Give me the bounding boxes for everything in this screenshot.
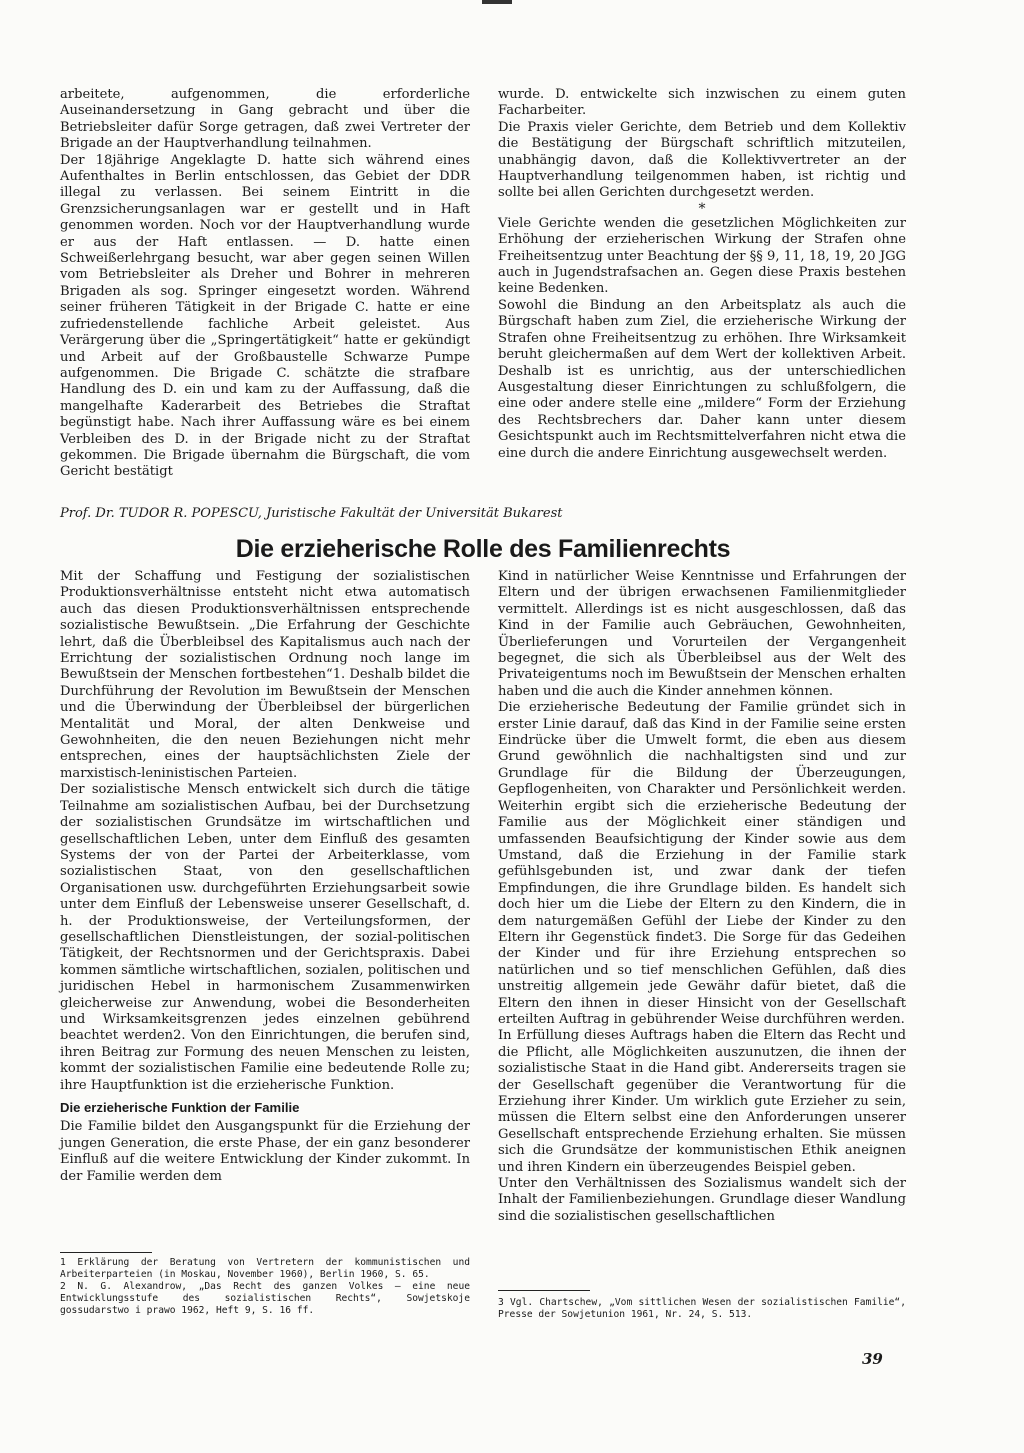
footnote: 2 N. G. Alexandrow, „Das Recht des ganzen Volkes — eine neue Entwicklungsstufe des sozialistischen Rechts“, Sowjetskoje gossudarstwo i prawo 1962, Heft 9, S. 16 ff. bbox=[60, 1281, 470, 1316]
article-title: Die erzieherische Rolle des Familienrechts bbox=[235, 535, 731, 563]
paragraph: In Erfüllung dieses Auftrags haben die Eltern das Recht und die Pflicht, alle Möglichkeiten auszunutzen, die ihnen der sozialistische Staat in die Hand gibt. Andererseits tragen sie der Gesellschaft gegenüber die Verantwortung für die Erziehung ihrer Kinder. Um wirklich gute Erzieher zu sein, müssen die Eltern selbst eine den Anforderungen unserer Gesellschaft entsprechende Erziehung erhalten. Sie müssen sich die Grundsätze der kommunistischen Ethik aneignen und ihren Kindern ein überzeugendes Beispiel geben. bbox=[498, 1028, 906, 1175]
footnote: 3 Vgl. Chartschew, „Vom sittlichen Wesen der sozialistischen Familie“, Presse der Sowjetunion 1961, Nr. 24, S. 513. bbox=[498, 1297, 906, 1320]
section-separator-asterisk: * bbox=[698, 200, 706, 217]
footnote: 1 Erklärung der Beratung von Vertretern der kommunistischen und Arbeiterparteien (in Moskau, November 1960), Berlin 1960, S. 65. bbox=[60, 1257, 470, 1280]
paragraph: Unter den Verhältnissen des Sozialismus wandelt sich der Inhalt der Familienbeziehungen. Grundlage dieser Wandlung sind die sozialistischen gesellschaftlichen bbox=[498, 1176, 906, 1224]
section-subheading: Die erzieherische Funktion der Familie bbox=[60, 1100, 300, 1115]
footnote-rule-right bbox=[498, 1290, 590, 1291]
footnote-rule-left bbox=[60, 1252, 152, 1253]
paragraph: Die Praxis vieler Gerichte, dem Betrieb und dem Kollektiv die Bestätigung der Bürgschaft schriftlich mitzuteilen, unabhängig davon, daß die Kollektivvertreter an der Hauptverhandlung teilgenommen haben, ist richtig und sollte bei allen Gerichten durchgesetzt werden. bbox=[498, 119, 906, 201]
paragraph: Die Familie bildet den Ausgangspunkt für die Erziehung der jungen Generation, die erste Phase, der ein ganz besonderer Einfluß auf die weitere Entwicklung der Kinder zukommt. In der Familie werden dem bbox=[60, 1119, 470, 1184]
paragraph: Mit der Schaffung und Festigung der sozialistischen Produktionsverhältnisse entsteht nicht etwa automatisch auch das diesen Produktionsverhältnissen entsprechende sozialistische Bewußtsein. „Die Erfahrung der Geschichte lehrt, daß die Überbleibsel des Kapitalismus auch nach der Errichtung der sozialistischen Ordnung noch lange im Bewußtsein der Menschen fortbestehen“1. Deshalb bildet die Durchführung der Revolution im Bewußtsein der Menschen und die Überwindung der Überbleibsel der bürgerlichen Mentalität und Moral, der alten Denkweise und Gewohnheiten, die den neuen Beziehungen nicht mehr entsprechen, eines der hauptsächlichsten Ziele der marxistisch-leninistischen Parteien. bbox=[60, 569, 470, 781]
paragraph: wurde. D. entwickelte sich inzwischen zu einem guten Facharbeiter. bbox=[498, 87, 906, 119]
top-left-column bbox=[60, 87, 470, 481]
top-edge-mark bbox=[482, 0, 512, 4]
paragraph: Der sozialistische Mensch entwickelt sich durch die tätige Teilnahme am sozialistischen Aufbau, bei der Durchsetzung der sozialistischen Grundsätze im wirtschaftlichen und gesellschaftlichen Leben, unter dem Einfluß des gesamten Systems der von der Partei der Arbeiterklasse, vom sozialistischen Staat, von den gesellschaftlichen Organisationen usw. durchgeführten Erziehungsarbeit sowie unter dem Einfluß der Lebensweise unserer Gesellschaft, d. h. der Produktionsweise, der Verteilungsformen, der gesellschaftlichen Dienstleistungen, der sozial-politischen Tätigkeit, der Rechtsnormen und der Gerichtspraxis. Dabei kommen sämtliche wirtschaftlichen, sozialen, politischen und juridischen Hebel in harmonischem Zusammenwirken gleicherweise zur Anwendung, wobei die Besonderheiten und Wirksamkeitsgrenzen jedes einzelnen gebührend beachtet werden2. Von den Einrichtungen, die berufen sind, ihren Beitrag zur Formung des neuen Menschen zu leisten, kommt der sozialistischen Familie eine bedeutende Rolle zu; ihre Hauptfunktion ist die erzieherische Funktion. bbox=[60, 782, 470, 1093]
paragraph: Der 18jährige Angeklagte D. hatte sich während eines Aufenthaltes in Berlin entschlossen, das Gebiet der DDR illegal zu verlassen. Bei seinem Eintritt in die Grenzsicherungsanlagen war er gestellt und in Haft genommen worden. Noch vor der Hauptverhandlung wurde er aus der Haft entlassen. — D. hatte einen Schweißerlehrgang besucht, war aber gegen seinen Willen vom Betriebsleiter als Dreher und Bohrer in mehreren Brigaden als sog. Springer eingesetzt worden. Während seiner früheren Tätigkeit in der Brigade C. hatte er eine zufriedenstellende fachliche Arbeit geleistet. Aus Verärgerung über die „Springertätigkeit“ hatte er gekündigt und Arbeit auf der Großbaustelle Schwarze Pumpe aufgenommen. Die Brigade C. schätzte die strafbare Handlung des D. ein und kam zu der Auffassung, daß die mangelhafte Kaderarbeit des Betriebes die Straftat begünstigt habe. Nach ihrer Auffassung wäre es bei einem Verbleiben des D. in der Brigade nicht zu der Straftat gekommen. Die Brigade übernahm die Bürgschaft, die vom Gericht bestätigt bbox=[60, 152, 470, 480]
footnotes-right bbox=[498, 1297, 906, 1321]
footnotes-left bbox=[60, 1257, 470, 1317]
paragraph: Kind in natürlicher Weise Kenntnisse und Erfahrungen der Eltern und der übrigen erwachsenen Familienmitglieder vermittelt. Allerdings ist es nicht ausgeschlossen, daß das Kind in der Familie auch Gebräuchen, Gewohnheiten, Überlieferungen und Vorurteilen der Vergangenheit begegnet, die sich als Überbleibsel aus der Welt des Privateigentums noch im Bewußtsein der Menschen erhalten haben und die auch die Kinder annehmen können. bbox=[498, 569, 906, 699]
article-right-column bbox=[498, 569, 906, 1225]
top-right-column bbox=[498, 87, 906, 462]
paragraph: Viele Gerichte wenden die gesetzlichen Möglichkeiten zur Erhöhung der erzieherischen Wirkung der Strafen ohne Freiheitsentzug unter Beachtung der §§ 9, 11, 18, 19, 20 JGG auch in Jugendstrafsachen an. Gegen diese Praxis bestehen keine Bedenken. bbox=[498, 215, 906, 297]
paragraph: arbeitete, aufgenommen, die erforderliche Auseinandersetzung in Gang gebracht und über die Betriebsleiter dafür Sorge getragen, daß zwei Vertreter der Brigade an der Hauptverhandlung teilnahmen. bbox=[60, 87, 470, 152]
article-left-column bbox=[60, 569, 470, 1185]
author-byline: Prof. Dr. TUDOR R. POPESCU, Juristische Fakultät der Universität Bukarest bbox=[60, 506, 563, 521]
page-number: 39 bbox=[862, 1350, 883, 1368]
paragraph: Die erzieherische Bedeutung der Familie gründet sich in erster Linie darauf, daß das Kind in der Familie seine ersten Eindrücke über die Umwelt formt, die eben aus diesem Grund gewöhnlich die nachhaltigsten sind und zur Grundlage für die Bildung der Überzeugungen, Gepflogenheiten, von Charakter und Persönlichkeit werden. Weiterhin ergibt sich die erzieherische Bedeutung der Familie aus der Möglichkeit einer ständigen und umfassenden Beaufsichtigung der Kinder sowie aus dem Umstand, daß die Erziehung in der Familie stark gefühlsgebunden ist, und zwar dank der tiefen Empfindungen, die ihre Grundlage bilden. Es handelt sich doch hier um die Liebe der Eltern zu den Kindern, die in dem naturgemäßen Gefühl der Liebe der Kinder zu den Eltern ihr Gegenstück findet3. Die Sorge für das Gedeihen der Kinder und für ihre Erziehung entsprechen so natürlichen und so tief menschlichen Gefühlen, daß dies unstreitig allgemein jede Gewähr dafür bietet, daß die Eltern den ihnen in dieser Hinsicht von der Gesellschaft erteilten Auftrag in gebührender Weise durchführen werden. bbox=[498, 700, 906, 1027]
paragraph: Sowohl die Bindung an den Arbeitsplatz als auch die Bürgschaft haben zum Ziel, die erzieherische Wirkung der Strafen ohne Freiheitsentzug zu erhöhen. Ihre Wirksamkeit beruht gleichermaßen auf dem Wert der kollektiven Arbeit. Deshalb ist es unrichtig, aus der unterschiedlichen Ausgestaltung dieser Einrichtungen zu schlußfolgern, die eine oder andere stelle eine „mildere“ Form der Erziehung des Rechtsbrechers dar. Daher kann unter diesem Gesichtspunkt auch im Rechtsmittelverfahren nicht etwa die eine durch die andere Einrichtung ausgewechselt werden. bbox=[498, 297, 906, 461]
